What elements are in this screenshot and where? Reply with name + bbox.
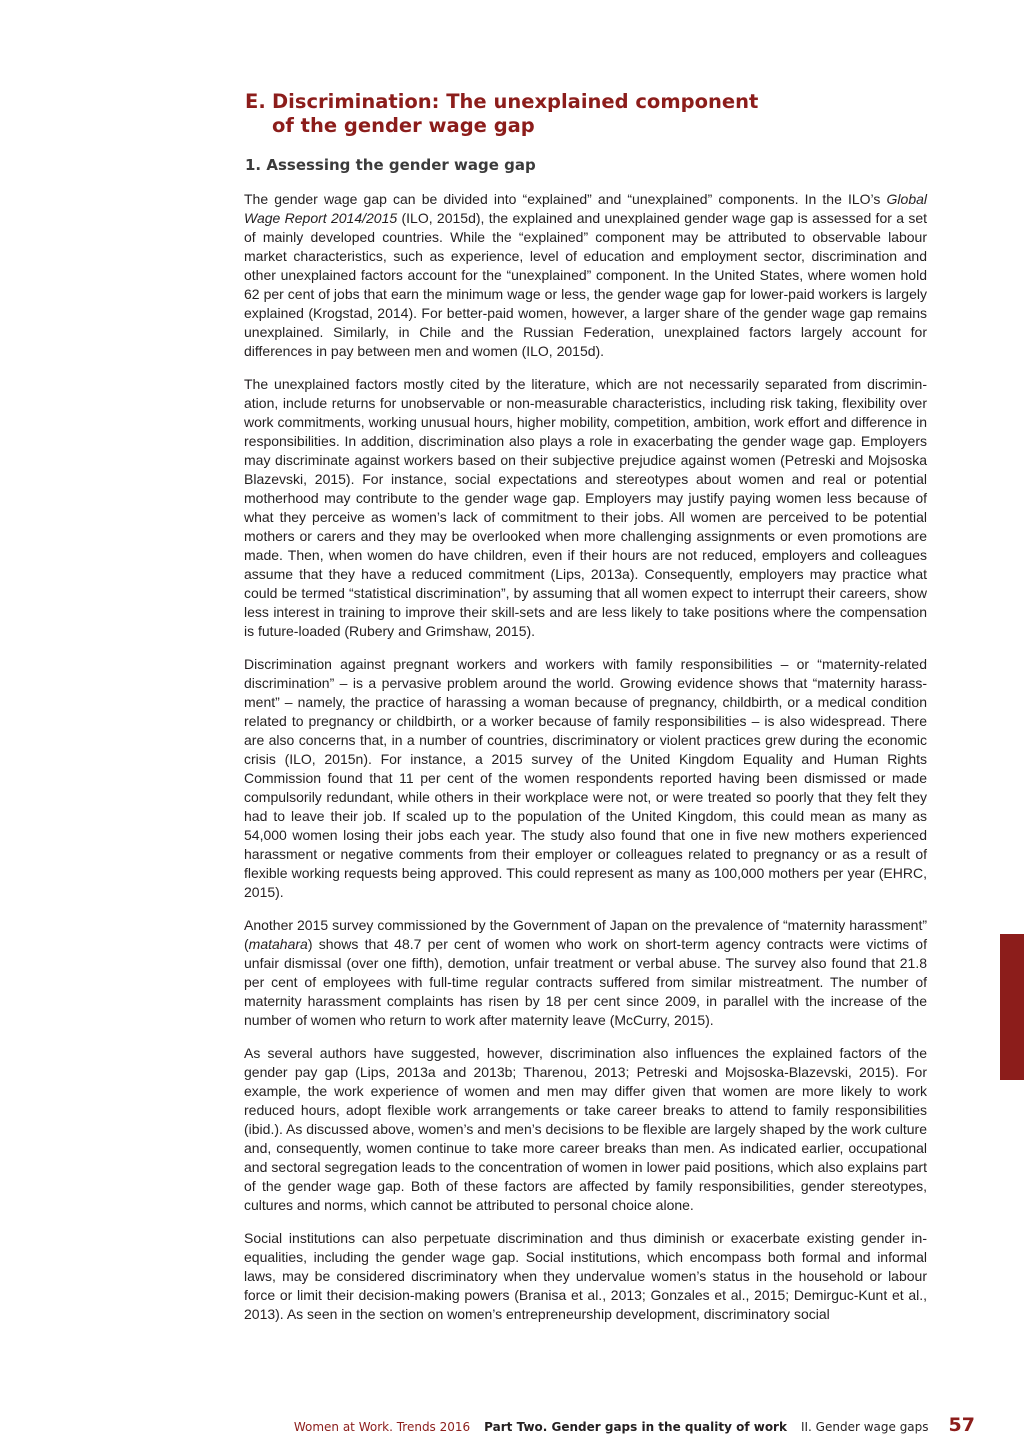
- section-heading-line2: of the gender wage gap: [272, 114, 535, 137]
- section-heading-line1: Discrimination: The unexplained component: [272, 90, 759, 113]
- footer-section: II. Gender wage gaps: [800, 1420, 929, 1434]
- paragraph-4-text-b: ) shows that 48.7 per cent of women who work on short-term agency contracts were victims of unfair dismissal (over one fifth), demotion, unfair treatment or verbal abuse. The survey also found that 21.8 per cent of employees with full-time regular contracts suffered from similar mistreatment. The number of maternity harassment complaints has risen by 18 per cent since 2009, in parallel with the increase of the number of women who return to work after maternity leave (McCurry, 2015).: [244, 936, 927, 1028]
- paragraph-5: As several authors have suggested, however, discrimination also influences the explained factors of the gender pay gap (Lips, 2013a and 2013b; Tharenou, 2013; Petreski and Mojsoska-Blazevski, 2015). For example, the work experience of women and men may differ given that women are more likely to work reduced hours, adopt flexible work arrangements or take career breaks to attend to family responsibilities (ibid.). As discussed above, women’s and men’s decisions to be flexible are largely shaped by the work culture and, consequently, women continue to take more career breaks than men. As indicated earlier, occupational and sectoral segregation leads to the concentration of women in lower paid positions, which also explains part of the gender wage gap. Both of these factors are affected by family responsibilities, gender stereotypes, cultures and norms, which cannot be attributed to personal choice alone.: [244, 1045, 927, 1213]
- matahara-italic: matahara: [248, 936, 308, 952]
- paragraph-1-text-b: (ILO, 2015d), the explained and unexplained gender wage gap is assessed for a set of mainly developed countries. While the “explained” component may be attributed to observable labour market characteristics, such as experience, level of education and employment sector, discrimination and other unexplained factors account for the “unexplained” component. In the United States, where women hold 62 per cent of jobs that earn the minimum wage or less, the gender wage gap for lower-paid workers is largely explained (Krogstad, 2014). For better-paid women, however, a larger share of the gender wage gap remains unexplained. Similarly, in Chile and the Russian Federation, unexplained factors largely account for differences in pay between men and women (ILO, 2015d).: [244, 210, 927, 359]
- page-number: 57: [948, 1414, 975, 1436]
- paragraph-1-text-a: The gender wage gap can be divided into “explained” and “unexplained” components. In the ILO’s: [244, 191, 887, 207]
- report-title-italic: Global Wage Report 2014/2015: [244, 191, 927, 226]
- section-letter: E.: [245, 90, 266, 113]
- chapter-side-tab: [1000, 934, 1024, 1080]
- paragraph-3: Discrimination against pregnant workers and workers with family responsibilities – or “maternity-related discrimination” – is a pervasive problem around the world. Growing evidence shows that “maternity harassment” – namely, the practice of harassing a woman because of pregnancy, childbirth, or a medical condition related to pregnancy or childbirth, or a worker because of family responsibilities – is also widespread. There are also concerns that, in a number of countries, discriminatory or violent practices grew during the economic crisis (ILO, 2015n). For instance, a 2015 survey of the United Kingdom Equality and Human Rights Commission found that 11 per cent of the women respondents reported having been dismissed or made compulsorily redundant, while others in their workplace were not, or were treated so poorly that they felt they had to leave their job. If scaled up to the population of the United Kingdom, this could mean as many as 54,000 women losing their jobs each year. The study also found that one in five new mothers experienced harassment or negative comments from their employer or colleagues related to pregnancy or as a result of flexible working requests being approved. This could represent as many as 100,000 mothers per year (EHRC, 2015).: [244, 656, 927, 900]
- paragraph-4-text-a: Another 2015 survey commissioned by the Government of Japan on the prevalence of “maternity harassment” (: [244, 917, 927, 952]
- paragraph-1: [244, 190, 927, 361]
- section-heading: [245, 90, 865, 138]
- footer-publication: Women at Work. Trends 2016: [293, 1420, 471, 1434]
- footer-part: Part Two. Gender gaps in the quality of work: [484, 1420, 787, 1434]
- footer-line: [294, 1414, 975, 1436]
- paragraph-6: Social institutions can also perpetuate discrimination and thus diminish or exacerbate existing gender inequalities, including the gender wage gap. Social institutions, which encompass both formal and informal laws, may be considered discriminatory when they undervalue women’s status in the household or labour force or limit their decision-making powers (Branisa et al., 2013; Gonzales et al., 2015; Demirguc-Kunt et al., 2013). As seen in the section on women’s entrepreneurship development, discriminatory social: [244, 1230, 927, 1322]
- subsection-heading: 1. Assessing the gender wage gap: [245, 156, 536, 174]
- body-text: [244, 190, 927, 1338]
- paragraph-4: [244, 916, 927, 1030]
- paragraph-2: The unexplained factors mostly cited by the literature, which are not necessarily separated from discrimination, include returns for unobservable or non-measurable characteristics, including risk taking, flexibility over work commitments, working unusual hours, higher mobility, competition, ambition, work effort and difference in responsibilities. In addition, discrimination also plays a role in exacerbating the gender wage gap. Employers may discriminate against workers based on their subjective prejudice against women (Petreski and Mojsoska Blazevski, 2015). For instance, social expectations and stereotypes about women and real or potential motherhood may contribute to the gender wage gap. Employers may justify paying women less because of what they perceive as women’s lack of commitment to their jobs. All women are perceived to be potential mothers or carers and they may be overlooked when more challenging assignments or even promotions are made. Then, when women do have children, even if their hours are not reduced, employers and colleagues assume that they have a reduced commitment (Lips, 2013a). Consequently, employers may practice what could be termed “statistical discrimination”, by assuming that all women expect to interrupt their careers, show less interest in training to improve their skill-sets and are less likely to take positions where the compensation is future-loaded (Rubery and Grimshaw, 2015).: [244, 376, 927, 639]
